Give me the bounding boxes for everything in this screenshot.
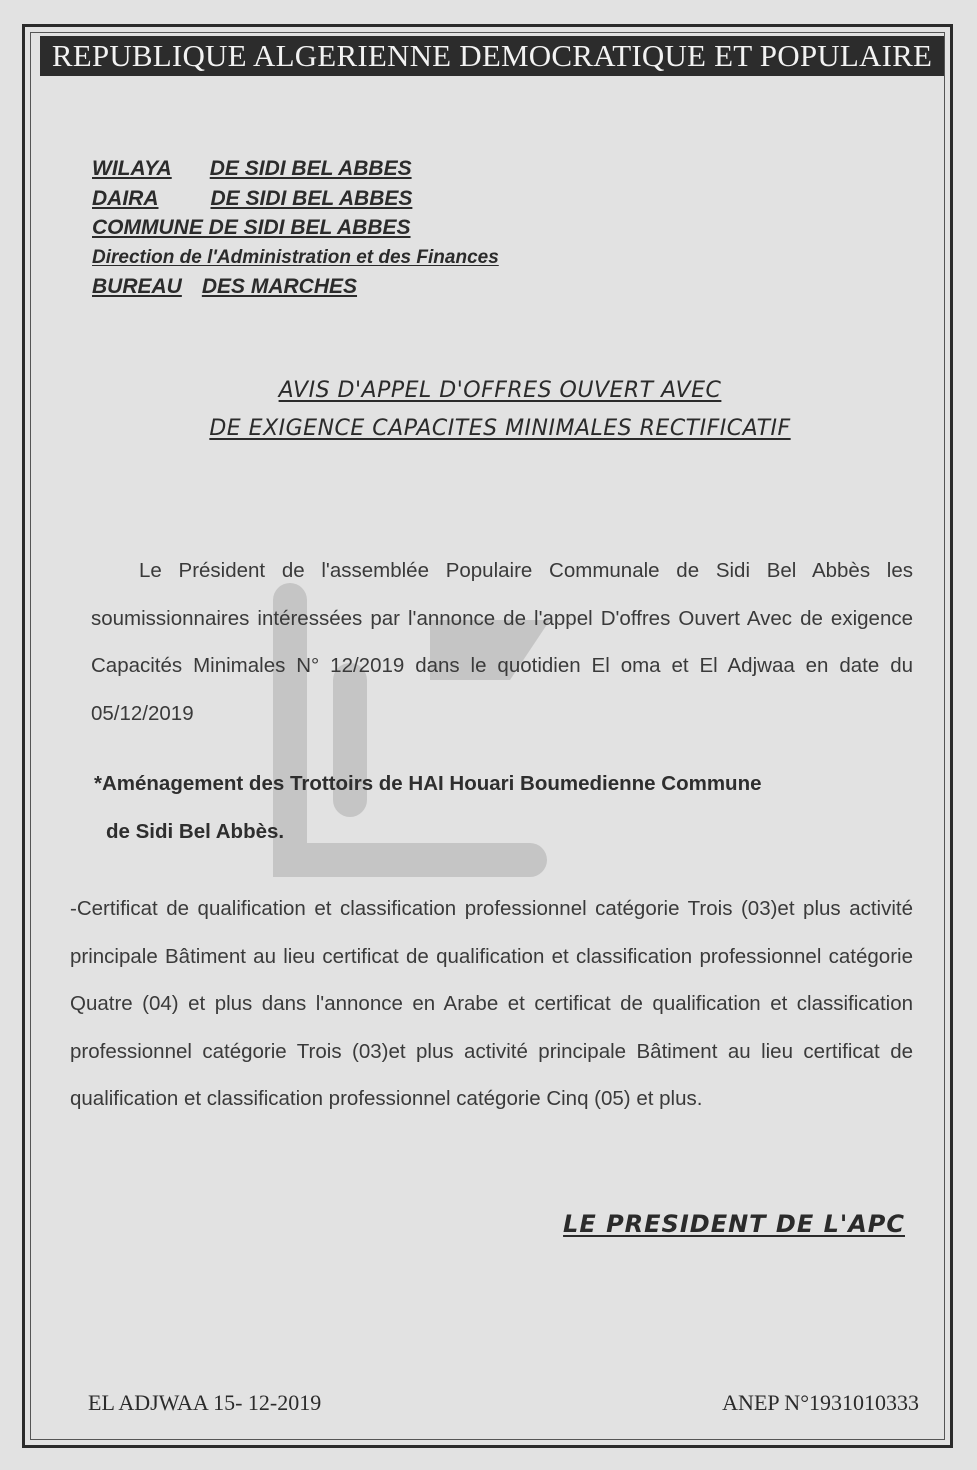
- anep-number: ANEP N°1931010333: [722, 1390, 919, 1415]
- administration-block: [92, 154, 499, 302]
- project-title: [94, 760, 854, 856]
- daira-value: DE SIDI BEL ABBES: [210, 186, 413, 210]
- daira-label: DAIRA: [92, 186, 159, 210]
- bureau-line: [92, 272, 499, 302]
- correction-paragraph: -Certificat de qualification et classification professionnel catégorie Trois (03)et plus activité principale Bâtiment au lieu certificat de qualification et classification professionnel catégorie Quatre (04) et plus dans l'annonce en Arabe et certificat de qualification et classification professionnel catégorie Trois (03)et plus activité principale Bâtiment au lieu certificat de qualification et classification professionnel catégorie Cinq (05) et plus.: [70, 897, 913, 1110]
- commune-line: [92, 213, 499, 243]
- notice-title-line-1: AVIS D'APPEL D'OFFRES OUVERT AVEC: [278, 378, 722, 403]
- notice-title-line-2: DE EXIGENCE CAPACITES MINIMALES RECTIFICATIF: [209, 416, 791, 441]
- bureau-value: DES MARCHES: [201, 275, 358, 298]
- project-line-2: de Sidi Bel Abbès.: [106, 820, 285, 843]
- intro-paragraph: Le Président de l'assemblée Populaire Communale de Sidi Bel Abbès les soumissionnaires intéressées par l'annonce de l'appel D'offres Ouvert Avec de exigence Capacités Minimales N° 12/2019 dans le quotidien El oma et El Adjwaa en date du 05/12/2019: [91, 559, 913, 725]
- direction-line: [92, 243, 499, 273]
- wilaya-line: [92, 154, 499, 184]
- daira-line: [92, 184, 499, 214]
- wilaya-value: DE SIDI BEL ABBES: [209, 157, 412, 180]
- project-line-1: *Aménagement des Trottoirs de HAI Houari Boumedienne Commune: [94, 772, 762, 795]
- wilaya-label: WILAYA: [92, 157, 172, 180]
- direction-text: Direction de l'Administration et des Finances: [92, 246, 499, 268]
- bureau-label: BUREAU: [92, 275, 182, 298]
- commune-text: COMMUNE DE SIDI BEL ABBES: [92, 216, 411, 239]
- signature: LE PRESIDENT DE L'APC: [563, 1210, 905, 1238]
- republic-header: REPUBLIQUE ALGERIENNE DEMOCRATIQUE ET POPULAIRE: [40, 36, 944, 76]
- publication-date: EL ADJWAA 15- 12-2019: [88, 1390, 322, 1415]
